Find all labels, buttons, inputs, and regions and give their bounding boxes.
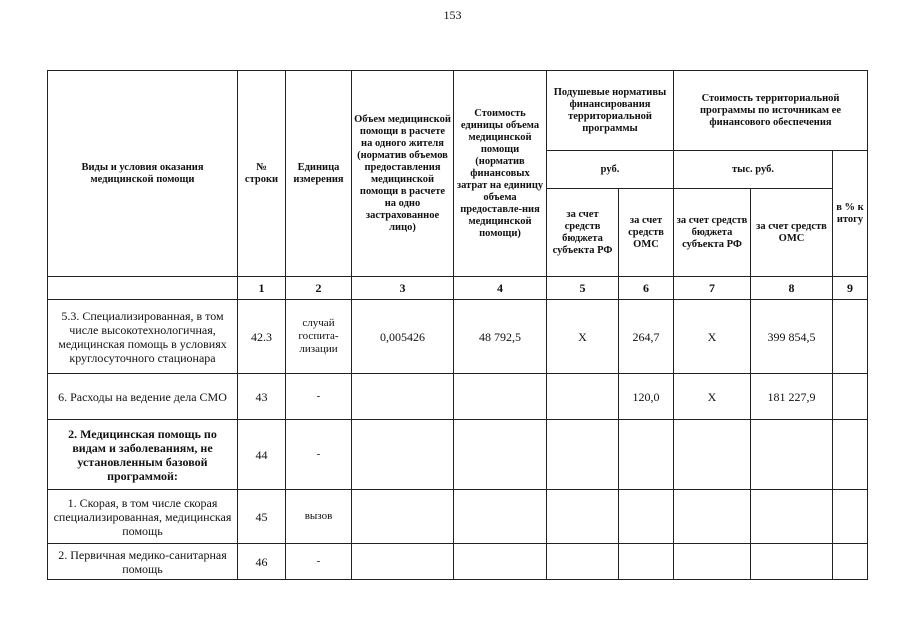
row-col7 — [674, 544, 751, 580]
row-cost: 48 792,5 — [454, 300, 547, 374]
row-cost — [454, 420, 547, 490]
row-col8 — [751, 544, 833, 580]
column-number: 4 — [454, 277, 547, 300]
row-col9 — [833, 374, 868, 420]
row-col9 — [833, 420, 868, 490]
row-volume — [352, 490, 454, 544]
row-col8: 399 854,5 — [751, 300, 833, 374]
table-row — [48, 420, 868, 490]
column-number-row — [48, 277, 868, 300]
table-row — [48, 374, 868, 420]
row-type: 5.3. Специализированная, в том числе высокотехнологичная, медицинская помощь в условиях круглосуточного стационара — [48, 300, 238, 374]
header-oms-thousand: за счет средств ОМС — [751, 189, 833, 277]
row-number: 45 — [238, 490, 286, 544]
column-number: 5 — [547, 277, 619, 300]
row-unit: - — [286, 420, 352, 490]
row-col5 — [547, 490, 619, 544]
column-number: 8 — [751, 277, 833, 300]
header-row-number: № строки — [238, 71, 286, 277]
header-per-capita: Подушевые нормативы финансирования территориальной программы — [547, 71, 674, 151]
header-oms-rub: за счет средств ОМС — [619, 189, 674, 277]
column-number: 7 — [674, 277, 751, 300]
row-number: 46 — [238, 544, 286, 580]
row-col9 — [833, 544, 868, 580]
header-budget-thousand: за счет средств бюджета субъекта РФ — [674, 189, 751, 277]
row-unit: случай госпита-лизации — [286, 300, 352, 374]
row-col8: 181 227,9 — [751, 374, 833, 420]
row-col7 — [674, 490, 751, 544]
row-unit: - — [286, 544, 352, 580]
tariff-table — [47, 70, 868, 580]
row-volume — [352, 374, 454, 420]
row-col7 — [674, 420, 751, 490]
row-col5: Х — [547, 300, 619, 374]
header-type: Виды и условия оказания медицинской помощи — [48, 71, 238, 277]
row-unit: вызов — [286, 490, 352, 544]
header-unit: Единица измерения — [286, 71, 352, 277]
row-col6: 120,0 — [619, 374, 674, 420]
row-col5 — [547, 374, 619, 420]
header-percent-total: в % к итогу — [833, 151, 868, 277]
row-col7: Х — [674, 374, 751, 420]
row-col8 — [751, 490, 833, 544]
header-budget-rub: за счет средств бюджета субъекта РФ — [547, 189, 619, 277]
row-col7: Х — [674, 300, 751, 374]
column-number: 6 — [619, 277, 674, 300]
header-thousand-rub: тыс. руб. — [674, 151, 833, 189]
header-cost: Стоимость единицы объема медицинской помощи (норматив финансовых затрат на единицу объема предоставле-ния медицинской помощи) — [454, 71, 547, 277]
row-col8 — [751, 420, 833, 490]
header-rub: руб. — [547, 151, 674, 189]
row-col5 — [547, 420, 619, 490]
row-type: 6. Расходы на ведение дела СМО — [48, 374, 238, 420]
row-col9 — [833, 300, 868, 374]
row-volume — [352, 544, 454, 580]
row-col5 — [547, 544, 619, 580]
row-volume — [352, 420, 454, 490]
table-row — [48, 300, 868, 374]
column-number: 1 — [238, 277, 286, 300]
row-number: 44 — [238, 420, 286, 490]
row-cost — [454, 544, 547, 580]
row-col9 — [833, 490, 868, 544]
row-col6 — [619, 544, 674, 580]
row-col6: 264,7 — [619, 300, 674, 374]
row-type: 1. Скорая, в том числе скорая специализированная, медицинская помощь — [48, 490, 238, 544]
row-type: 2. Первичная медико-санитарная помощь — [48, 544, 238, 580]
row-col6 — [619, 420, 674, 490]
page-number: 153 — [443, 8, 462, 22]
row-volume: 0,005426 — [352, 300, 454, 374]
column-number — [48, 277, 238, 300]
column-number: 2 — [286, 277, 352, 300]
header-volume: Объем медицинской помощи в расчете на одного жителя (норматив объемов предоставления медицинской помощи в расчете на одно застрахованное лицо) — [352, 71, 454, 277]
row-number: 42.3 — [238, 300, 286, 374]
row-cost — [454, 374, 547, 420]
table-row — [48, 544, 868, 580]
row-cost — [454, 490, 547, 544]
row-unit: - — [286, 374, 352, 420]
column-number: 9 — [833, 277, 868, 300]
header-territorial-cost: Стоимость территориальной программы по источникам ее финансового обеспечения — [674, 71, 868, 151]
row-number: 43 — [238, 374, 286, 420]
column-number: 3 — [352, 277, 454, 300]
table-row — [48, 490, 868, 544]
row-col6 — [619, 490, 674, 544]
row-type: 2. Медицинская помощь по видам и заболеваниям, не установленным базовой программой: — [48, 420, 238, 490]
